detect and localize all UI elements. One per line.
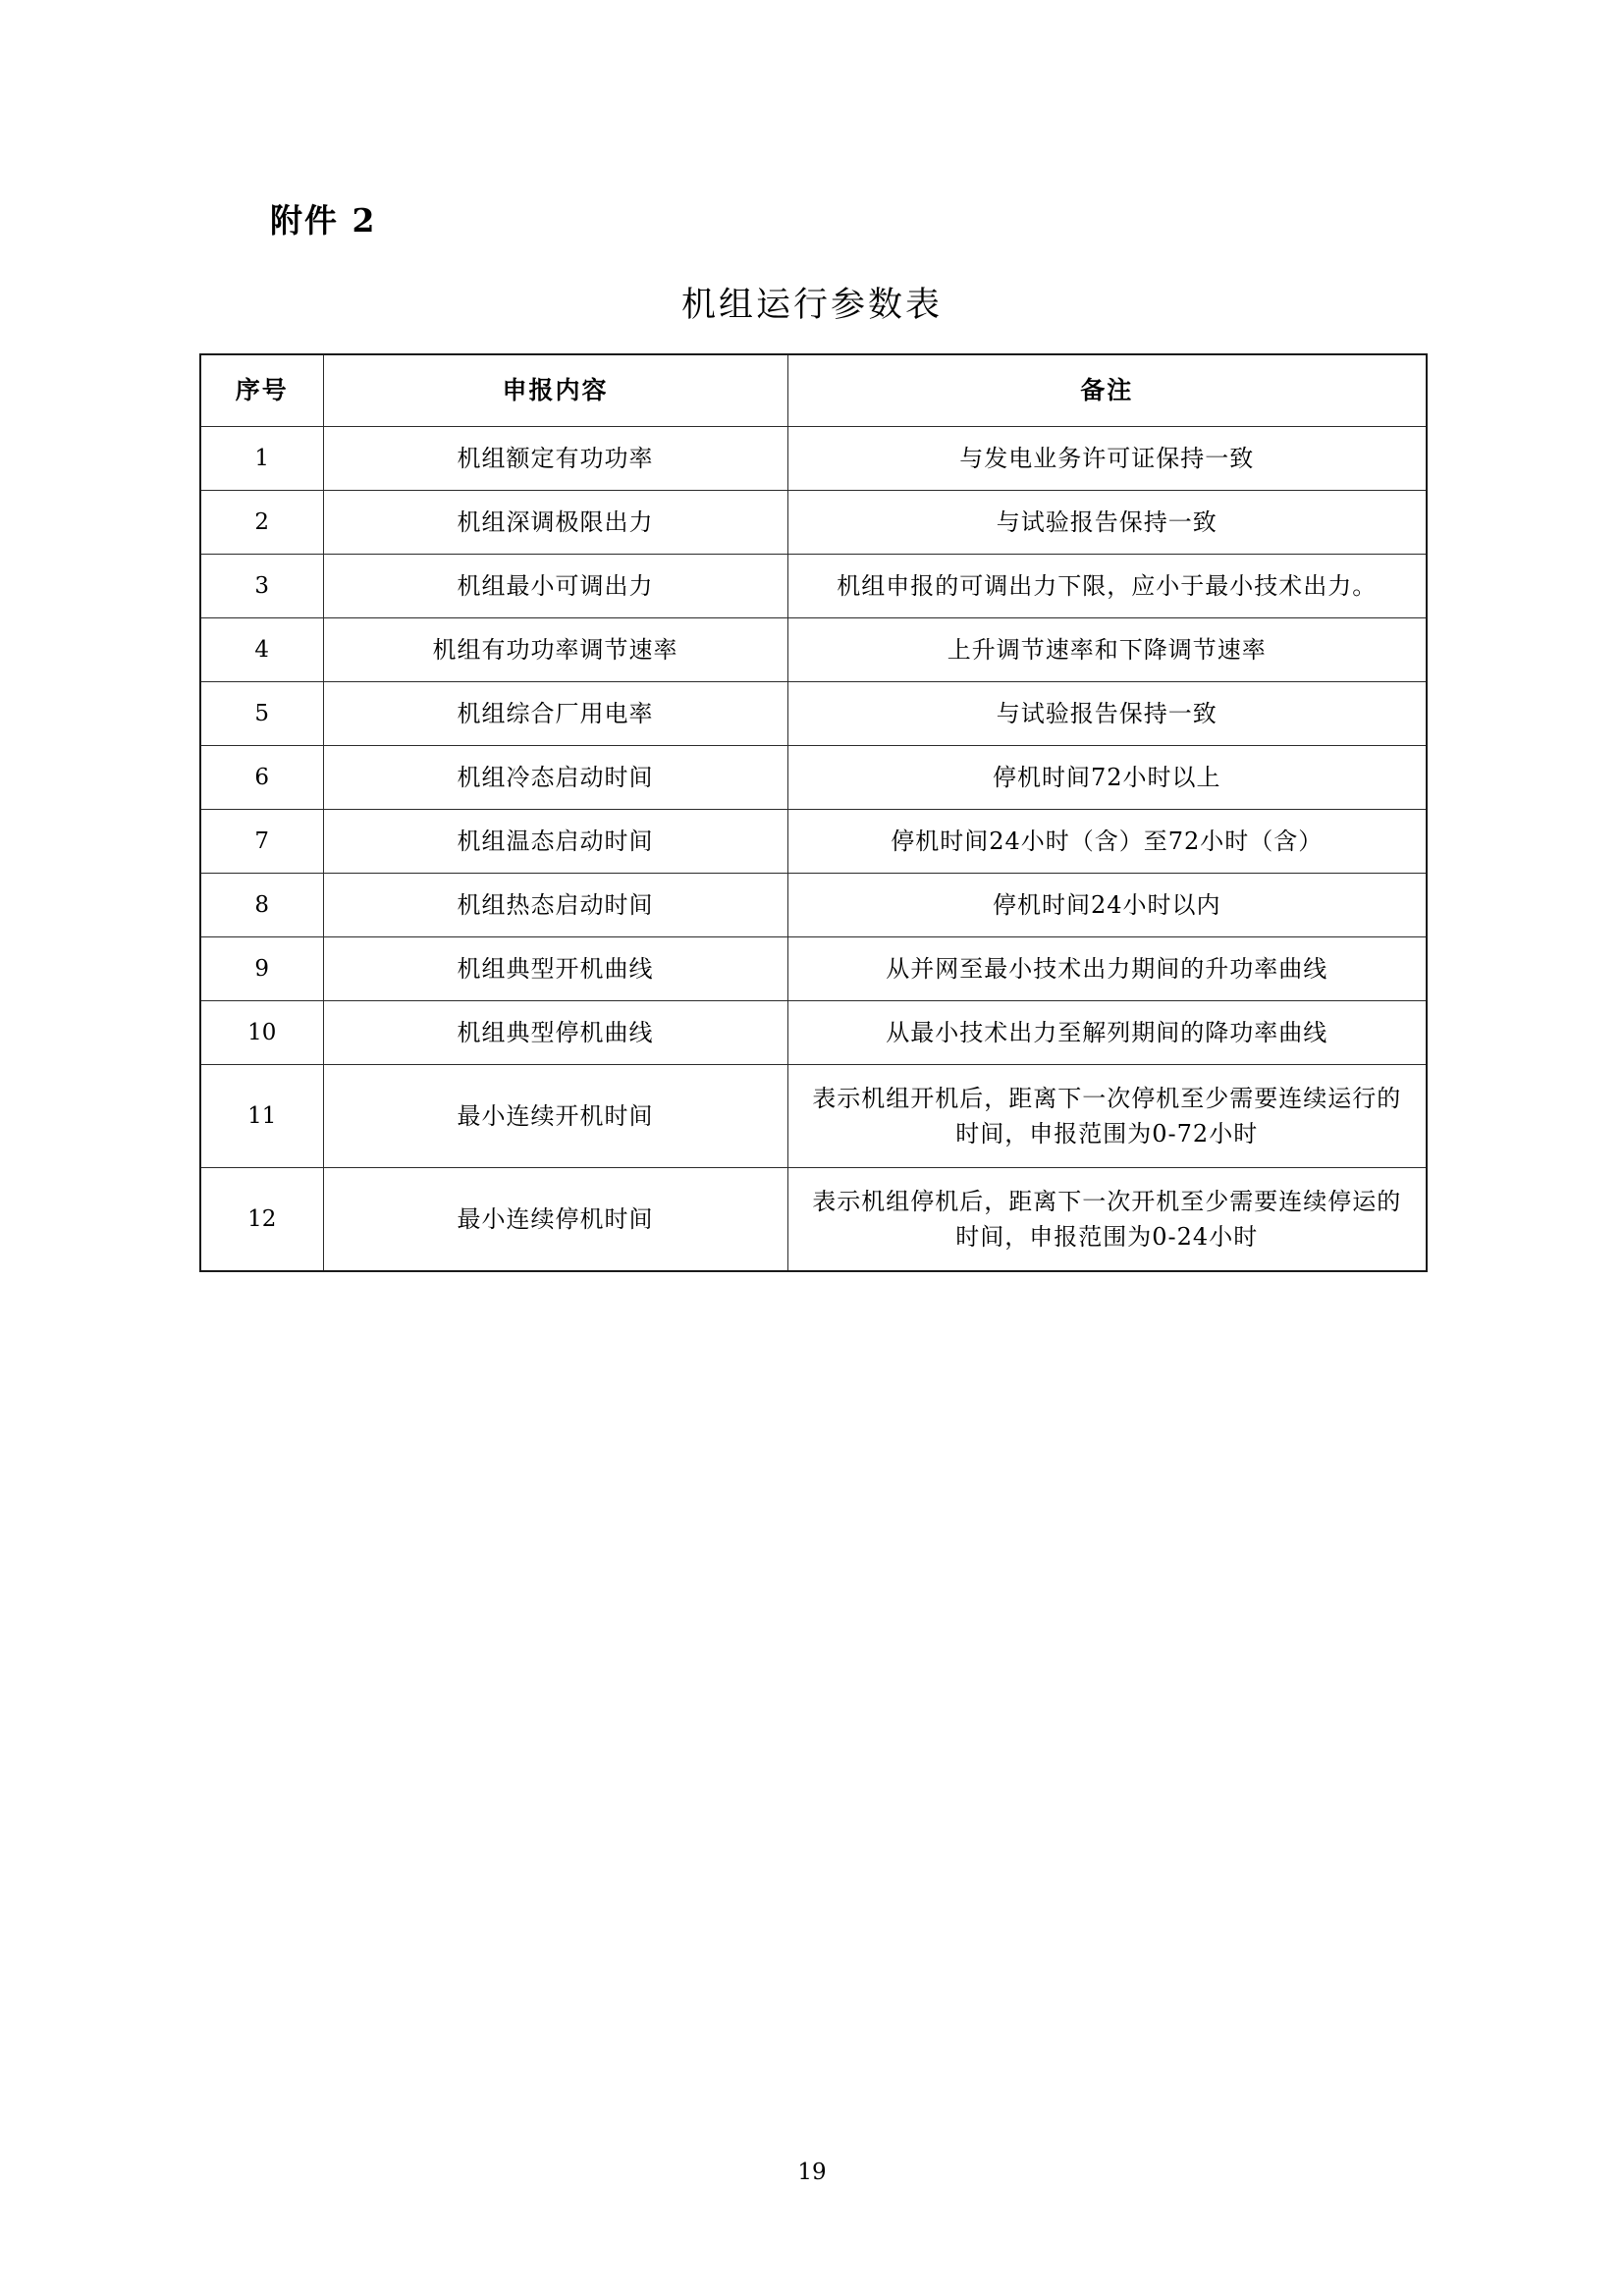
cell-remark: 从最小技术出力至解列期间的降功率曲线 — [787, 1001, 1427, 1065]
table-row — [200, 682, 1427, 746]
table-row — [200, 937, 1427, 1001]
cell-remark: 停机时间24小时以内 — [787, 874, 1427, 937]
table-row — [200, 618, 1427, 682]
unit-operation-parameters-table — [199, 353, 1428, 1272]
table-row — [200, 1065, 1427, 1168]
cell-remark: 机组申报的可调出力下限，应小于最小技术出力。 — [787, 555, 1427, 618]
column-header-index: 序号 — [200, 354, 323, 427]
cell-index: 9 — [200, 937, 323, 1001]
cell-index: 11 — [200, 1065, 323, 1168]
table-row — [200, 874, 1427, 937]
cell-index: 5 — [200, 682, 323, 746]
cell-item: 机组深调极限出力 — [323, 491, 787, 555]
table-row — [200, 1168, 1427, 1272]
cell-item: 机组温态启动时间 — [323, 810, 787, 874]
cell-remark: 表示机组停机后，距离下一次开机至少需要连续停运的时间，申报范围为0-24小时 — [787, 1168, 1427, 1272]
table-row — [200, 491, 1427, 555]
table-header — [200, 354, 1427, 427]
table-header-row — [200, 354, 1427, 427]
page-title: 机组运行参数表 — [680, 286, 943, 325]
table-row — [200, 1001, 1427, 1065]
cell-index: 10 — [200, 1001, 323, 1065]
table-row — [200, 810, 1427, 874]
cell-item: 最小连续停机时间 — [323, 1168, 787, 1272]
cell-item: 机组典型停机曲线 — [323, 1001, 787, 1065]
page-number: 19 — [797, 2160, 827, 2185]
cell-remark: 从并网至最小技术出力期间的升功率曲线 — [787, 937, 1427, 1001]
cell-item: 机组热态启动时间 — [323, 874, 787, 937]
table-row — [200, 746, 1427, 810]
cell-remark: 停机时间24小时（含）至72小时（含） — [787, 810, 1427, 874]
column-header-item: 申报内容 — [323, 354, 787, 427]
cell-item: 机组额定有功功率 — [323, 427, 787, 491]
cell-index: 7 — [200, 810, 323, 874]
column-header-remark: 备注 — [787, 354, 1427, 427]
table-row — [200, 555, 1427, 618]
cell-index: 2 — [200, 491, 323, 555]
parameters-table-container — [199, 353, 1426, 1272]
cell-index: 4 — [200, 618, 323, 682]
table-row — [200, 427, 1427, 491]
cell-item: 最小连续开机时间 — [323, 1065, 787, 1168]
cell-item: 机组最小可调出力 — [323, 555, 787, 618]
cell-index: 8 — [200, 874, 323, 937]
cell-remark: 与发电业务许可证保持一致 — [787, 427, 1427, 491]
cell-remark: 与试验报告保持一致 — [787, 682, 1427, 746]
table-body — [200, 427, 1427, 1272]
cell-index: 3 — [200, 555, 323, 618]
cell-remark: 表示机组开机后，距离下一次停机至少需要连续运行的时间，申报范围为0-72小时 — [787, 1065, 1427, 1168]
cell-remark: 与试验报告保持一致 — [787, 491, 1427, 555]
cell-item: 机组有功功率调节速率 — [323, 618, 787, 682]
cell-index: 12 — [200, 1168, 323, 1272]
cell-remark: 停机时间72小时以上 — [787, 746, 1427, 810]
cell-remark: 上升调节速率和下降调节速率 — [787, 618, 1427, 682]
attachment-label: 附件 2 — [270, 201, 377, 240]
cell-item: 机组典型开机曲线 — [323, 937, 787, 1001]
cell-index: 1 — [200, 427, 323, 491]
cell-index: 6 — [200, 746, 323, 810]
cell-item: 机组冷态启动时间 — [323, 746, 787, 810]
cell-item: 机组综合厂用电率 — [323, 682, 787, 746]
